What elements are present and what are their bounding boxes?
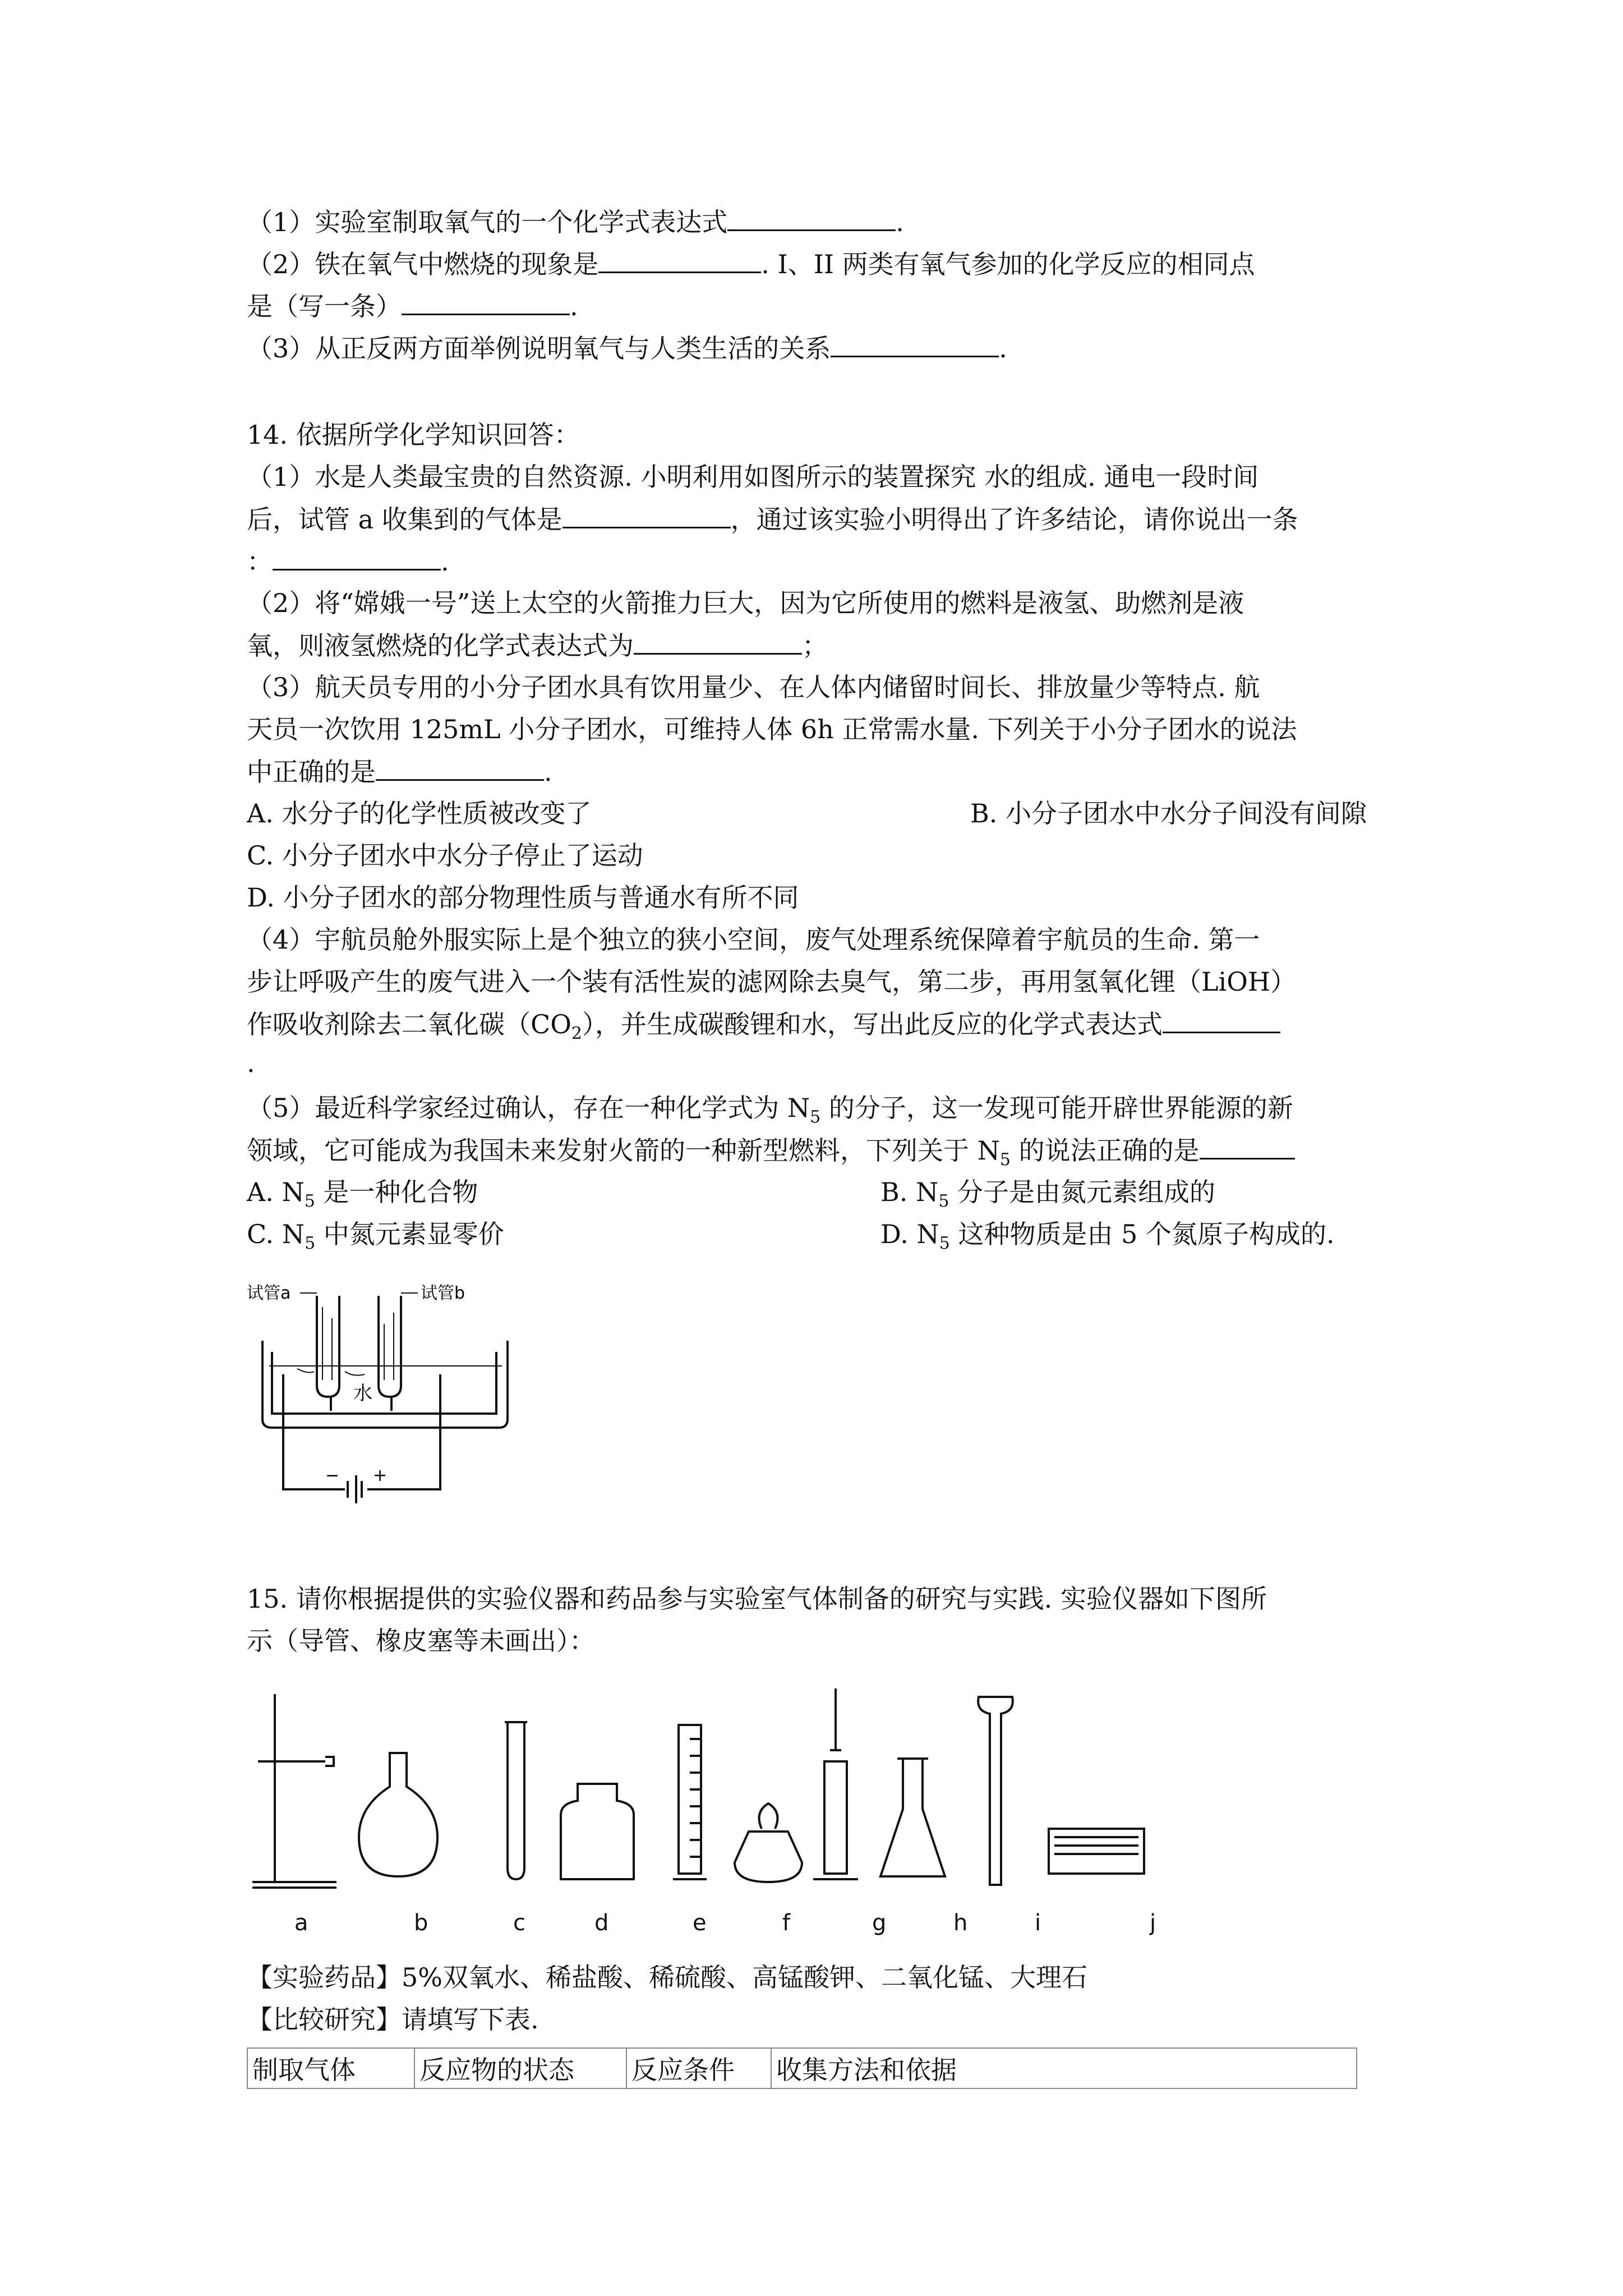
- iron-stand-icon: [252, 1694, 336, 1888]
- apparatus-label-b: b: [414, 1910, 428, 1936]
- q14-part5: （5）最近科学家经过确认，存在一种化学式为 $N_5$ 的分子，这一发现可能开辟世界能源的新: [247, 1093, 1293, 1128]
- q14-part4-cont2: 作吸收剂除去二氧化碳$(CO_2)$，并生成碳酸锂和水，写出此反应的化学式表达式: [247, 1007, 1280, 1051]
- answer-blank[interactable]: [562, 502, 731, 528]
- q14-part3-end: 中正确的是 .: [247, 754, 552, 789]
- graduated-cylinder-icon: [673, 1725, 707, 1879]
- answer-blank[interactable]: [1200, 1133, 1295, 1159]
- conical-flask-icon: [880, 1759, 945, 1876]
- q14-part1-end: ： .: [247, 544, 449, 578]
- tube-b-label: 试管b: [421, 1283, 465, 1303]
- q14-part4-end: .: [247, 1048, 255, 1078]
- q15-part1: 15. 请你根据提供的实验仪器和药品参与实验室气体制备的研究与实践. 实验仪器如下图所: [247, 1584, 1267, 1614]
- n5-option-a[interactable]: A. $N_5$ 是一种化合物: [247, 1177, 478, 1212]
- apparatus-label-d: d: [594, 1910, 609, 1936]
- apparatus-label-a: a: [294, 1910, 308, 1936]
- answer-blank[interactable]: [831, 331, 999, 357]
- answer-blank[interactable]: [634, 628, 802, 655]
- comparison-table: [247, 2047, 1357, 2089]
- q14-part1-cont: 后，试管 a 收集到的气体是 ，通过该实验小明得出了许多结论，请你说出一条: [247, 502, 1298, 536]
- n5-option-d[interactable]: D. $N_5$ 这种物质是由 5 个氮原子构成的.: [880, 1219, 1335, 1254]
- q13-part2-cont: 是（写一条） .: [247, 289, 578, 323]
- answer-blank[interactable]: [402, 289, 570, 315]
- q14-part4: （4）宇航员舱外服实际上是个独立的狭小空间，废气处理系统保障着宇航员的生命. 第一: [247, 924, 1260, 955]
- test-tube-icon: [505, 1722, 527, 1879]
- q14-n5-options-ab: [247, 1175, 1216, 1218]
- q14-part1: （1）水是人类最宝贵的自然资源. 小明利用如图所示的装置探究 水的组成. 通电一段时间: [247, 462, 1259, 492]
- option-d[interactable]: D. 小分子团水的部分物理性质与普通水有所不同: [247, 882, 799, 913]
- lab-apparatus-figure: [247, 1688, 1245, 1896]
- table-header-cell: 制取气体: [247, 2048, 414, 2088]
- answer-blank[interactable]: [598, 247, 761, 273]
- wide-mouth-bottle-icon: [561, 1784, 634, 1879]
- apparatus-label-f: f: [782, 1910, 791, 1936]
- q14-part2-cont: 氧，则液氢燃烧的化学式表达式为 ；: [247, 628, 828, 662]
- table-header-row: [247, 2048, 1357, 2088]
- n5-option-c[interactable]: C. $N_5$ 中氮元素显零价: [247, 1219, 504, 1254]
- table-header-cell: 反应条件: [626, 2048, 771, 2088]
- answer-blank[interactable]: [273, 544, 441, 570]
- option-b[interactable]: B. 小分子团水中水分子间没有间隙: [970, 798, 1367, 829]
- apparatus-label-h: h: [953, 1910, 968, 1936]
- q14-options-ab: [247, 797, 1367, 830]
- apparatus-label-i: i: [1035, 1910, 1041, 1936]
- answer-blank[interactable]: [376, 754, 544, 781]
- answer-blank[interactable]: [727, 205, 896, 231]
- positive-sign: +: [373, 1466, 388, 1485]
- table-header-cell: 收集方法和依据: [771, 2048, 1357, 2088]
- tube-a-label: 试管a: [247, 1283, 291, 1303]
- q14-part4-cont: 步让呼吸产生的废气进入一个装有活性炭的滤网除去臭气，第二步，再用氢氧化锂（LiOH）: [247, 967, 1297, 997]
- table-header-cell: 反应物的状态: [414, 2048, 626, 2088]
- apparatus-label-c: c: [513, 1910, 525, 1936]
- q14-n5-options-cd: [247, 1217, 1335, 1260]
- syringe-icon: [813, 1688, 858, 1879]
- q14-part5-cont: 领域，它可能成为我国未来发射火箭的一种新型燃料，下列关于 $N_5$ 的说法正确的是: [247, 1133, 1295, 1177]
- q14-part3-cont: 天员一次饮用 125mL 小分子团水，可维持人体 6h 正常需水量. 下列关于小分子团水的说法: [247, 714, 1297, 744]
- experiment-drugs: 【实验药品】5%双氧水、稀盐酸、稀硫酸、高锰酸钾、二氧化锰、大理石: [247, 1962, 1087, 1993]
- q14-part3: （3）航天员专用的小分子团水具有饮用量少、在人体内储留时间长、排放量少等特点. 航: [247, 672, 1260, 702]
- electrolysis-apparatus-figure: [247, 1273, 538, 1509]
- option-c[interactable]: C. 小分子团水中水分子停止了运动: [247, 840, 643, 871]
- apparatus-label-j: j: [1150, 1910, 1156, 1936]
- answer-blank[interactable]: [1163, 1007, 1280, 1033]
- water-label: 水: [353, 1382, 372, 1405]
- q14-part2: （2）将“嫦娥一号”送上太空的火箭推力巨大，因为它所使用的燃料是液氢、助燃剂是液: [247, 588, 1244, 618]
- q14-heading: 14. 依据所学化学知识回答：: [247, 420, 580, 450]
- q13-part1: （1）实验室制取氧气的一个化学式表达式 .: [247, 205, 904, 239]
- water-trough-icon: [1049, 1829, 1144, 1874]
- option-a[interactable]: A. 水分子的化学性质被改变了: [247, 798, 592, 829]
- n5-option-b[interactable]: B. $N_5$ 分子是由氮元素组成的: [880, 1177, 1216, 1212]
- comparison-instruction: 【比较研究】请填写下表.: [247, 2004, 539, 2035]
- q13-part2: （2）铁在氧气中燃烧的现象是 . I、II 两类有氧气参加的化学反应的相同点: [247, 247, 1255, 281]
- alcohol-lamp-icon: [735, 1803, 802, 1882]
- negative-sign: −: [325, 1466, 340, 1485]
- q13-part3: （3）从正反两方面举例说明氧气与人类生活的关系 .: [247, 331, 1007, 365]
- round-bottom-flask-icon: [359, 1753, 437, 1876]
- q15-part1-cont: 示（导管、橡皮塞等未画出）：: [247, 1626, 595, 1656]
- apparatus-label-g: g: [872, 1910, 887, 1936]
- apparatus-label-e: e: [693, 1910, 707, 1936]
- thistle-funnel-icon: [978, 1697, 1013, 1885]
